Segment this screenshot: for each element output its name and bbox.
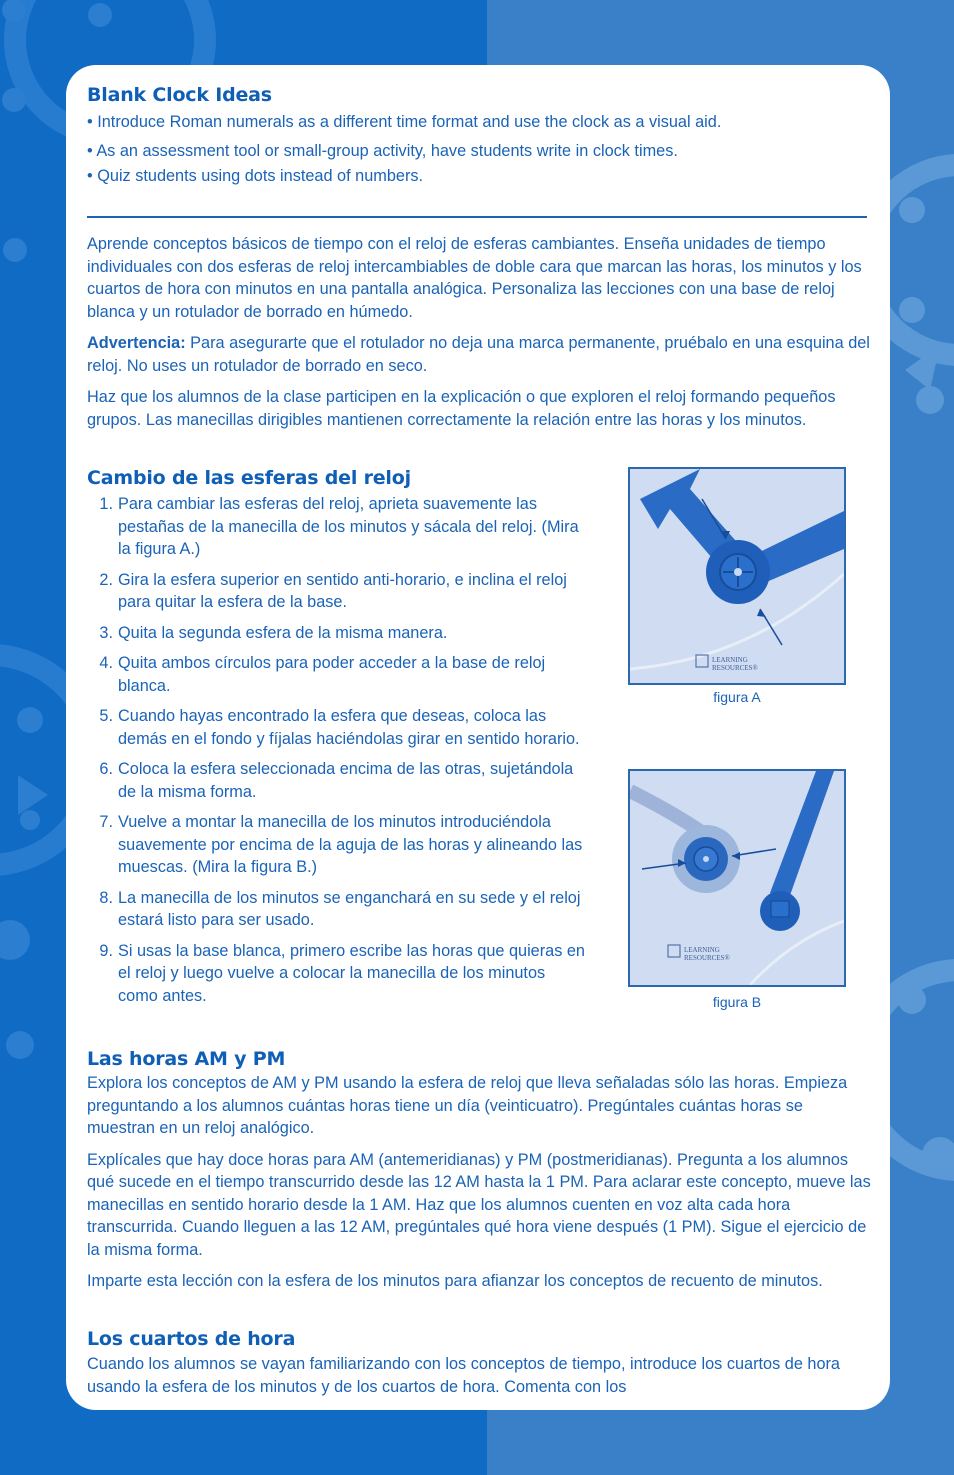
figure-b-logo-line2: RESOURCES®: [684, 954, 730, 962]
figure-a-logo-line1: LEARNING: [712, 656, 748, 664]
blank-clock-bullet: • Introduce Roman numerals as a different time format and use the clock as a visual aid.: [87, 113, 722, 131]
list-item: 3. Quita la segunda esfera de la misma manera.: [99, 623, 448, 642]
figure-b-caption: figura B: [712, 994, 762, 1010]
blank-clock-bullet: • As an assessment tool or small-group activity, have students write in clock times.: [87, 141, 678, 160]
warning-text: Para asegurarte que el rotulador no deja una marca permanente, pruébalo en una esquina del reloj. No uses un rotulador de borrado en seco.: [87, 334, 870, 375]
ampm-paragraph: Explícales que hay doce horas para AM (antemeridianas) y PM (postmeridianas). Pregunta a los alumnos qué sucede en el tiempo transcurrido desde las 12 AM hasta la 1 PM. Para aclarar este concepto, mueve las manecillas en sentido horario desde la 1 AM. Haz que los alumnos cuenten en voz alta cada hora transcurrida. Cuando lleguen a las 12 AM, pregúntales qué hora viene después (1 PM). Sigue el ejercicio de la misma forma.: [87, 1150, 871, 1259]
list-item: 9. Si usas la base blanca, primero escribe las horas que quieras en el reloj y luego vuelve a colocar la manecilla de los minutos como antes.: [99, 941, 585, 1005]
cuartos-paragraph: Cuando los alumnos se vayan familiarizando con los conceptos de tiempo, introduce los cuartos de hora usando la esfera de los minutos y de los cuartos de hora. Comenta con los: [87, 1355, 840, 1396]
ampm-paragraph: Explora los conceptos de AM y PM usando la esfera de reloj que lleva señaladas sólo las horas. Empieza preguntando a los alumnos cuántas horas tiene un día (veinticuatro). Pregúntales cuántas horas se muestran en un reloj analógico.: [87, 1074, 848, 1137]
cuartos-heading: Los cuartos de hora: [87, 1328, 296, 1350]
blank-clock-bullet: • Quiz students using dots instead of numbers.: [87, 167, 424, 185]
intro-paragraph-groups: Haz que los alumnos de la clase participen en la explicación o que exploren el reloj formando pequeños grupos. Las manecillas dirigibles mantienen correctamente la relación entre las horas y los minutos.: [87, 388, 836, 429]
figure-a-image: [628, 467, 846, 685]
figure-b-illustration: [630, 771, 844, 985]
ampm-heading: Las horas AM y PM: [87, 1048, 286, 1070]
cambio-heading: Cambio de las esferas del reloj: [87, 467, 411, 489]
content-card: [66, 65, 890, 1410]
intro-section: [87, 233, 872, 431]
cambio-steps-list: [87, 493, 587, 1007]
list-item: 4. Quita ambos círculos para poder acceder a la base de reloj blanca.: [99, 654, 546, 695]
ampm-section: [87, 1047, 872, 1293]
list-item: 8. La manecilla de los minutos se enganchará en su sede y el reloj estará listo para ser usado.: [99, 888, 581, 929]
cambio-section: [87, 466, 587, 1007]
figure-b-image: [628, 769, 846, 987]
list-item: 7. Vuelve a montar la manecilla de los minutos introduciéndola suavemente por encima de la aguja de las horas y alineando las muescas. (Mira la figura B.): [99, 813, 583, 876]
figure-b-logo-line1: LEARNING: [684, 946, 720, 954]
list-item: 5. Cuando hayas encontrado la esfera que deseas, coloca las demás en el fondo y fíjalas haciéndolas girar en sentido horario.: [99, 707, 580, 748]
figure-a-illustration: [630, 469, 844, 683]
list-item: 1. Para cambiar las esferas del reloj, aprieta suavemente las pestañas de la manecilla de los minutos y sácala del reloj. (Mira la figura A.): [99, 495, 579, 558]
figure-a-logo-line2: RESOURCES®: [712, 664, 758, 672]
warning-label: Advertencia:: [87, 334, 186, 352]
intro-paragraph: Aprende conceptos básicos de tiempo con el reloj de esferas cambiantes. Enseña unidades de tiempo individuales con dos esferas de reloj intercambiables de doble cara que marcan las horas, los minutos y los cuartos de hora con minutos en una pantalla analógica. Personaliza las lecciones con una base de reloj blanca y un rotulador de borrado en húmedo.: [87, 235, 862, 321]
section-divider: [87, 216, 867, 218]
ampm-paragraph: Imparte esta lección con la esfera de los minutos para afianzar los conceptos de recuento de minutos.: [87, 1272, 823, 1290]
content-column: [87, 83, 872, 188]
figure-a-caption: figura A: [713, 689, 761, 705]
cuartos-section: [87, 1327, 872, 1398]
list-item: 2. Gira la esfera superior en sentido anti-horario, e inclina el reloj para quitar la esfera de la base.: [99, 570, 567, 611]
blank-clock-heading: Blank Clock Ideas: [87, 84, 272, 106]
warning-paragraph: [87, 332, 872, 377]
list-item: 6. Coloca la esfera seleccionada encima de las otras, sujetándola de la misma forma.: [99, 760, 574, 801]
